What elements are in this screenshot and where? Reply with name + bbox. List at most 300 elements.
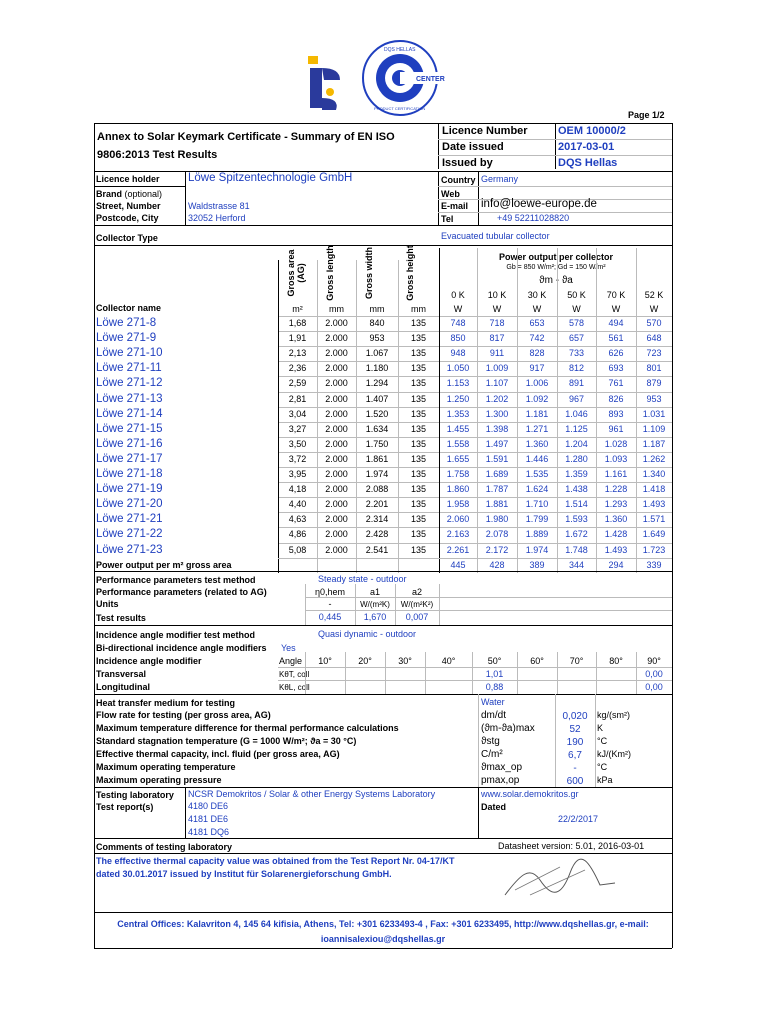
- power-unit: W: [572, 304, 581, 314]
- power-value: 1.980: [485, 514, 509, 525]
- angle-value: 50°: [487, 656, 502, 666]
- power-value: 1.958: [446, 499, 470, 510]
- dim-value: 2.000: [325, 529, 348, 540]
- angle-value: 30°: [398, 656, 412, 666]
- dim-value: 1.750: [365, 438, 389, 449]
- collector-name: Löwe 271-15: [96, 422, 163, 435]
- power-value: 2.060: [446, 514, 470, 525]
- street: Waldstrasse 81: [188, 201, 250, 211]
- power-value: 1.571: [642, 514, 666, 525]
- dim-value: 2.000: [325, 423, 348, 434]
- power-value: 657: [568, 333, 585, 344]
- dim-value: 135: [410, 393, 427, 404]
- power-value: 1.591: [485, 453, 509, 464]
- param-eta0: η0,hem: [314, 587, 346, 597]
- power-value: 733: [568, 348, 585, 359]
- power-value: 718: [489, 318, 505, 328]
- units-label: Units: [96, 599, 119, 609]
- power-value: 917: [529, 363, 545, 374]
- dim-value: 2.000: [325, 408, 348, 419]
- dim-value: 3,50: [288, 438, 307, 449]
- power-value: 893: [608, 408, 624, 419]
- keymark-logo: [308, 56, 340, 110]
- dim-value: 1.520: [365, 408, 389, 419]
- power-value: 1.006: [525, 378, 549, 389]
- power-value: 879: [646, 378, 662, 389]
- power-value: 1.028: [604, 438, 628, 449]
- collector-name: Löwe 271-22: [96, 528, 163, 541]
- dim-value: 2.428: [365, 529, 389, 540]
- page-number: Page 1/2: [628, 110, 665, 120]
- power-value: 1.497: [485, 438, 509, 449]
- issued-by-label: Issued by: [442, 157, 493, 169]
- power-value: 648: [646, 333, 662, 344]
- power-value: 1.649: [642, 529, 666, 540]
- cap-label: Effective thermal capacity, incl. fluid (per gross area, AG): [96, 749, 340, 759]
- angle-value: 70°: [569, 656, 584, 666]
- power-value: 891: [568, 378, 585, 389]
- power-value: 817: [489, 333, 505, 344]
- power-value: 1.187: [642, 438, 666, 449]
- country: Germany: [481, 174, 519, 184]
- power-value: 826: [608, 393, 624, 404]
- dated-label: Dated: [481, 802, 507, 812]
- logos: [300, 40, 460, 118]
- header-gross-area: Gross area (AG): [286, 249, 306, 297]
- power-value: 1.974: [525, 544, 549, 555]
- cap-value: 6,7: [568, 750, 582, 761]
- medium: Water: [481, 697, 505, 707]
- dim-value: 135: [410, 529, 427, 540]
- email: info@loewe-europe.de: [481, 198, 597, 210]
- dim-value: 4,40: [288, 499, 307, 510]
- temp-header: 70 K: [606, 290, 626, 300]
- power-unit: W: [611, 304, 621, 314]
- power-value: 948: [450, 348, 466, 359]
- flow-symbol: dm/dt: [481, 710, 507, 721]
- dim-value: 2,13: [288, 348, 307, 359]
- dim-value: 135: [410, 499, 427, 510]
- maxdiff-value: 52: [569, 724, 581, 735]
- header-gross-height: Gross height: [405, 245, 415, 301]
- power-value: 1.398: [485, 423, 509, 434]
- maxtemp-symbol: ϑmax_op: [481, 762, 523, 773]
- angle-label: Angle: [279, 656, 303, 666]
- power-value: 1.107: [485, 378, 509, 389]
- power-value: 828: [529, 348, 545, 359]
- dim-value: 2.314: [365, 514, 389, 525]
- power-unit: W: [532, 304, 542, 314]
- dim-value: 2.000: [325, 469, 348, 479]
- power-value: 1.161: [604, 469, 628, 479]
- longitudinal-value: 0,00: [645, 682, 663, 692]
- dim-value: 2.000: [325, 453, 348, 464]
- iam-label: Incidence angle modifier: [96, 656, 202, 666]
- transversal-value: 0,00: [645, 669, 663, 679]
- angle-value: 10°: [318, 656, 332, 666]
- power-value: 1.493: [604, 544, 628, 555]
- header-gross-length: Gross length: [325, 245, 335, 301]
- power-value: 1.250: [446, 393, 470, 404]
- power-value: 761: [608, 378, 624, 389]
- power-value: 494: [608, 318, 624, 328]
- maxdiff-symbol: (ϑm-ϑa)max: [481, 723, 535, 734]
- email-label: E-mail: [441, 201, 469, 211]
- brand-note: (optional): [124, 189, 163, 199]
- power-value: 1.787: [485, 484, 509, 495]
- dqs-center-text: CENTER: [416, 76, 445, 83]
- power-value: 812: [568, 363, 585, 374]
- dim-value: 1.294: [365, 378, 389, 389]
- dim-value: 2.000: [325, 393, 348, 404]
- power-value: 1.535: [525, 469, 549, 479]
- dim-value: 2.000: [325, 318, 348, 328]
- tel: +49 52211028820: [497, 213, 570, 223]
- document-title: Annex to Solar Keymark Certificate - Summary of EN ISO 9806:2013 Test Results: [97, 131, 395, 161]
- power-value: 1.181: [525, 408, 549, 419]
- iam-method: Quasi dynamic - outdoor: [318, 629, 417, 639]
- licence-holder-label: Licence holder: [96, 174, 160, 184]
- power-value: 1.799: [525, 514, 549, 525]
- perf-related-label: Performance parameters (related to AG): [96, 587, 267, 597]
- power-value: 723: [646, 348, 662, 359]
- cap-symbol: C/m²: [481, 749, 503, 760]
- iam-method-label: Incidence angle modifier test method: [96, 630, 256, 640]
- power-value: 1.710: [525, 499, 549, 510]
- power-value: 1.360: [525, 438, 549, 449]
- per-m2-value: 428: [489, 559, 505, 570]
- longitudinal-label: Longitudinal: [96, 682, 150, 692]
- dated: 22/2/2017: [558, 814, 599, 824]
- power-value: 578: [568, 318, 585, 328]
- dim-value: 1,68: [288, 318, 307, 328]
- dim-value: 2.000: [325, 333, 348, 344]
- collector-type: Evacuated tubular collector: [441, 231, 550, 241]
- power-value: 1.050: [446, 363, 470, 374]
- angle-value: 80°: [609, 656, 623, 666]
- dim-value: 2.000: [325, 514, 348, 525]
- longitudinal-value: [517, 680, 557, 695]
- dim-value: 135: [410, 469, 427, 479]
- angle-value: 90°: [647, 656, 661, 666]
- flow-label: Flow rate for testing (per gross area, AG): [96, 710, 271, 720]
- maxpress-unit: kPa: [597, 775, 613, 785]
- power-value: 1.493: [642, 499, 666, 510]
- power-value: 1.153: [446, 378, 470, 389]
- perf-method: Steady state - outdoor: [318, 574, 407, 584]
- power-value: 1.428: [604, 529, 628, 540]
- maxpress-value: 600: [566, 776, 584, 787]
- dim-value: 2,81: [288, 393, 307, 404]
- collector-name: Löwe 271-18: [96, 468, 163, 480]
- per-m2-label: Power output per m² gross area: [96, 559, 232, 570]
- collector-name: Löwe 271-9: [96, 332, 157, 345]
- power-unit: W: [492, 304, 502, 314]
- power-value: 1.758: [446, 469, 470, 479]
- footer-line-1: Central Offices: Kalavriton 4, 145 64 kifisia, Athens, Tel: +301 6233493-4 , Fax: +301 6233495, http://www.dqshellas.gr, e-mail:: [117, 919, 649, 929]
- dim-value: 1.407: [365, 393, 389, 404]
- result-a2: 0,007: [405, 612, 429, 622]
- issuer: DQS Hellas: [558, 157, 618, 169]
- power-value: 1.446: [525, 453, 549, 464]
- power-value: 850: [450, 333, 466, 344]
- result-a1: 1,670: [363, 612, 387, 622]
- longitudinal-value: [557, 680, 596, 695]
- dim-value: 135: [410, 378, 427, 389]
- power-value: 1.624: [525, 484, 549, 495]
- power-value: 1.293: [604, 499, 628, 510]
- dim-value: 135: [410, 318, 427, 328]
- longitudinal-value: [345, 680, 385, 695]
- power-unit: W: [649, 304, 659, 314]
- angle-value: 20°: [358, 656, 372, 666]
- power-value: 1.655: [446, 453, 470, 464]
- dim-value: 135: [410, 363, 427, 374]
- temp-header: 30 K: [527, 290, 547, 300]
- dim-value: 135: [410, 484, 427, 495]
- dim-value: 2.000: [325, 363, 348, 374]
- dim-value: 135: [410, 514, 427, 525]
- temp-header: 50 K: [567, 290, 586, 300]
- power-value: 953: [646, 393, 662, 404]
- maxdiff-label: Maximum temperature difference for thermal performance calculations: [96, 723, 399, 733]
- collector-name: Löwe 271-13: [96, 392, 163, 405]
- collector-name: Löwe 271-21: [96, 513, 163, 526]
- dim-value: 4,86: [288, 529, 307, 540]
- transversal-symbol: KθT, coll: [279, 670, 310, 679]
- maxtemp-label: Maximum operating temperature: [96, 762, 236, 772]
- power-value: 1.204: [565, 438, 588, 449]
- power-value: 1.271: [525, 423, 549, 434]
- dim-value: 135: [410, 453, 427, 464]
- stag-value: 190: [566, 737, 584, 748]
- power-value: 1.689: [485, 469, 509, 479]
- dim-value: 840: [369, 318, 385, 328]
- report-2: 4181 DE6: [188, 814, 229, 824]
- longitudinal-value: [305, 680, 345, 695]
- power-value: 1.672: [565, 529, 588, 540]
- stag-label: Standard stagnation temperature (G = 1000 W/m²; ϑa = 30 °C): [96, 736, 357, 746]
- angle-value: 60°: [530, 656, 544, 666]
- dim-value: 2.000: [325, 544, 348, 555]
- collector-type-label: Collector Type: [96, 233, 158, 243]
- per-m2-value: 339: [646, 559, 662, 570]
- comments-label: Comments of testing laboratory: [96, 842, 233, 852]
- unit-a2: W/(m²K²): [400, 600, 434, 609]
- longitudinal-symbol: KθL, coll: [279, 683, 310, 692]
- collector-name: Löwe 271-19: [96, 483, 163, 496]
- header-gross-width: Gross width: [364, 247, 374, 300]
- power-value: 911: [489, 348, 505, 359]
- flow-unit: kg/(sm²): [597, 710, 630, 720]
- dim-value: 953: [369, 333, 385, 344]
- dim-value: 1.634: [365, 423, 389, 434]
- power-value: 626: [608, 348, 624, 359]
- dim-value: 2.541: [365, 544, 389, 555]
- collector-name: Löwe 271-20: [96, 498, 163, 511]
- unit-eta0: -: [328, 599, 332, 609]
- web-label: Web: [441, 189, 460, 199]
- power-value: 1.359: [565, 469, 588, 479]
- dim-value: 4,63: [288, 514, 307, 525]
- bidir-value: Yes: [281, 643, 296, 653]
- report-1: 4180 DE6: [188, 801, 229, 811]
- per-m2-value: 389: [529, 559, 545, 570]
- power-value: 653: [529, 318, 545, 328]
- power-title: Power output per collector: [498, 252, 613, 262]
- dim-value: 4,18: [288, 484, 307, 495]
- power-value: 1.881: [485, 499, 509, 510]
- dim-value: 2,36: [288, 363, 307, 374]
- collector-name: Löwe 271-12: [96, 377, 163, 390]
- power-unit: W: [453, 304, 463, 314]
- dim-value: 1.974: [365, 469, 389, 479]
- reports-label: Test report(s): [96, 802, 154, 812]
- power-value: 1.300: [485, 408, 509, 419]
- power-value: 1.340: [642, 469, 666, 479]
- longitudinal-value: [596, 680, 636, 695]
- report-3: 4181 DQ6: [188, 827, 230, 837]
- street-label: Street, Number: [96, 201, 161, 211]
- dim-unit: mm: [329, 304, 344, 314]
- collector-name: Löwe 271-11: [96, 362, 162, 375]
- lab-label: Testing laboratory: [96, 790, 174, 800]
- maxdiff-unit: K: [597, 723, 604, 733]
- power-value: 1.360: [604, 514, 628, 525]
- power-conditions: Gb = 850 W/m²; Gd = 150 W/m²: [506, 264, 606, 271]
- date-issued: 2017-03-01: [558, 141, 615, 153]
- power-value: 1.202: [485, 393, 509, 404]
- power-value: 1.125: [565, 423, 588, 434]
- power-value: 1.228: [604, 484, 628, 495]
- power-value: 1.748: [565, 544, 588, 555]
- dqs-bottom-text: PRODUCT CERTIFICATION: [374, 106, 426, 111]
- maxpress-symbol: pmax,op: [481, 775, 520, 786]
- per-m2-value: 344: [568, 559, 585, 570]
- maxtemp-unit: °C: [597, 762, 608, 772]
- dim-value: 135: [410, 438, 427, 449]
- flow-value: 0,020: [562, 711, 588, 722]
- power-value: 1.889: [525, 529, 549, 540]
- power-value: 1.593: [565, 514, 588, 525]
- dim-value: 135: [410, 544, 427, 555]
- lab-web: www.solar.demokritos.gr: [481, 789, 579, 799]
- dqs-hellas-logo: [363, 41, 452, 115]
- power-value: 1.046: [565, 408, 588, 419]
- stag-unit: °C: [597, 736, 608, 746]
- dim-value: 2.088: [365, 484, 389, 495]
- power-value: 1.031: [642, 408, 666, 419]
- footer: [94, 917, 672, 947]
- power-variable: ϑm - ϑa: [539, 275, 573, 286]
- dim-value: 2.000: [325, 438, 348, 449]
- postcode-label: Postcode, City: [96, 213, 159, 223]
- collector-name: Löwe 271-8: [96, 317, 157, 329]
- results-label: Test results: [96, 613, 146, 623]
- power-value: 1.109: [642, 423, 666, 434]
- dim-value: 3,04: [288, 408, 307, 419]
- power-value: 1.514: [565, 499, 588, 510]
- dim-value: 1,91: [288, 333, 307, 344]
- perf-method-label: Performance parameters test method: [96, 575, 256, 585]
- power-value: 1.723: [642, 544, 666, 555]
- param-a2: a2: [411, 587, 422, 597]
- dim-unit: mm: [411, 304, 426, 314]
- power-value: 570: [646, 318, 662, 328]
- dim-value: 2.000: [325, 378, 348, 389]
- footer-line-2: ioannisalexiou@dqshellas.gr: [320, 934, 446, 944]
- power-value: 1.262: [642, 453, 666, 464]
- maxpress-label: Maximum operating pressure: [96, 775, 222, 785]
- country-label: Country: [441, 175, 476, 185]
- dim-value: 1.067: [365, 348, 389, 359]
- bidir-label: Bi-directional incidence angle modifiers: [96, 643, 267, 653]
- power-value: 2.078: [485, 529, 509, 540]
- transversal-label: Transversal: [96, 669, 147, 679]
- power-value: 561: [608, 333, 624, 344]
- power-value: 742: [529, 333, 545, 344]
- unit-a1: W/(m²K): [360, 600, 390, 609]
- licence-number-label: Licence Number: [442, 125, 528, 137]
- power-value: 1.092: [525, 393, 549, 404]
- dim-value: 3,72: [288, 453, 307, 464]
- stag-symbol: ϑstg: [481, 736, 500, 747]
- longitudinal-value: [385, 680, 425, 695]
- param-a1: a1: [369, 587, 380, 597]
- dim-value: 135: [410, 408, 427, 419]
- dim-value: 5,08: [288, 544, 307, 555]
- temp-header: 52 K: [644, 290, 664, 300]
- transversal-value: 1,01: [485, 669, 504, 679]
- power-value: 748: [450, 318, 466, 328]
- dim-value: 3,27: [288, 423, 307, 434]
- maxtemp-value: -: [573, 763, 577, 774]
- power-value: 1.093: [604, 453, 628, 464]
- cap-unit: kJ/(Km²): [597, 749, 631, 759]
- power-value: 961: [608, 423, 624, 434]
- dim-unit: mm: [369, 304, 385, 314]
- datasheet-version: Datasheet version: 5.01, 2016-03-01: [498, 841, 645, 851]
- dim-value: 2,59: [288, 378, 307, 389]
- result-eta0: 0,445: [318, 612, 342, 622]
- medium-label: Heat transfer medium for testing: [96, 698, 236, 708]
- dim-value: 3,95: [288, 469, 307, 479]
- collector-name-header: Collector name: [96, 303, 162, 313]
- collector-name: Löwe 271-10: [96, 347, 163, 360]
- longitudinal-value: 0,88: [485, 682, 504, 692]
- dim-value: 2.201: [365, 499, 389, 510]
- temp-header: 0 K: [451, 290, 465, 300]
- power-value: 2.172: [485, 544, 509, 555]
- per-m2-value: 445: [450, 559, 466, 570]
- dim-value: 135: [410, 423, 427, 434]
- dim-value: 2.000: [325, 499, 348, 510]
- collector-name: Löwe 271-16: [96, 437, 163, 450]
- lab-name: NCSR Demokritos / Solar & other Energy Systems Laboratory: [188, 789, 436, 799]
- power-value: 1.280: [565, 453, 588, 464]
- tel-label: Tel: [441, 214, 454, 224]
- angle-value: 40°: [441, 656, 456, 666]
- dqs-ring-text: DQS HELLAS: [384, 47, 416, 53]
- signature-image: [500, 855, 620, 905]
- temp-header: 10 K: [487, 290, 507, 300]
- per-m2-value: 294: [608, 559, 624, 570]
- collector-name: Löwe 271-23: [96, 543, 163, 556]
- licence-number: OEM 10000/2: [558, 125, 626, 137]
- dim-value: 2.000: [325, 484, 348, 495]
- power-value: 1.418: [642, 484, 666, 495]
- power-value: 693: [608, 363, 624, 374]
